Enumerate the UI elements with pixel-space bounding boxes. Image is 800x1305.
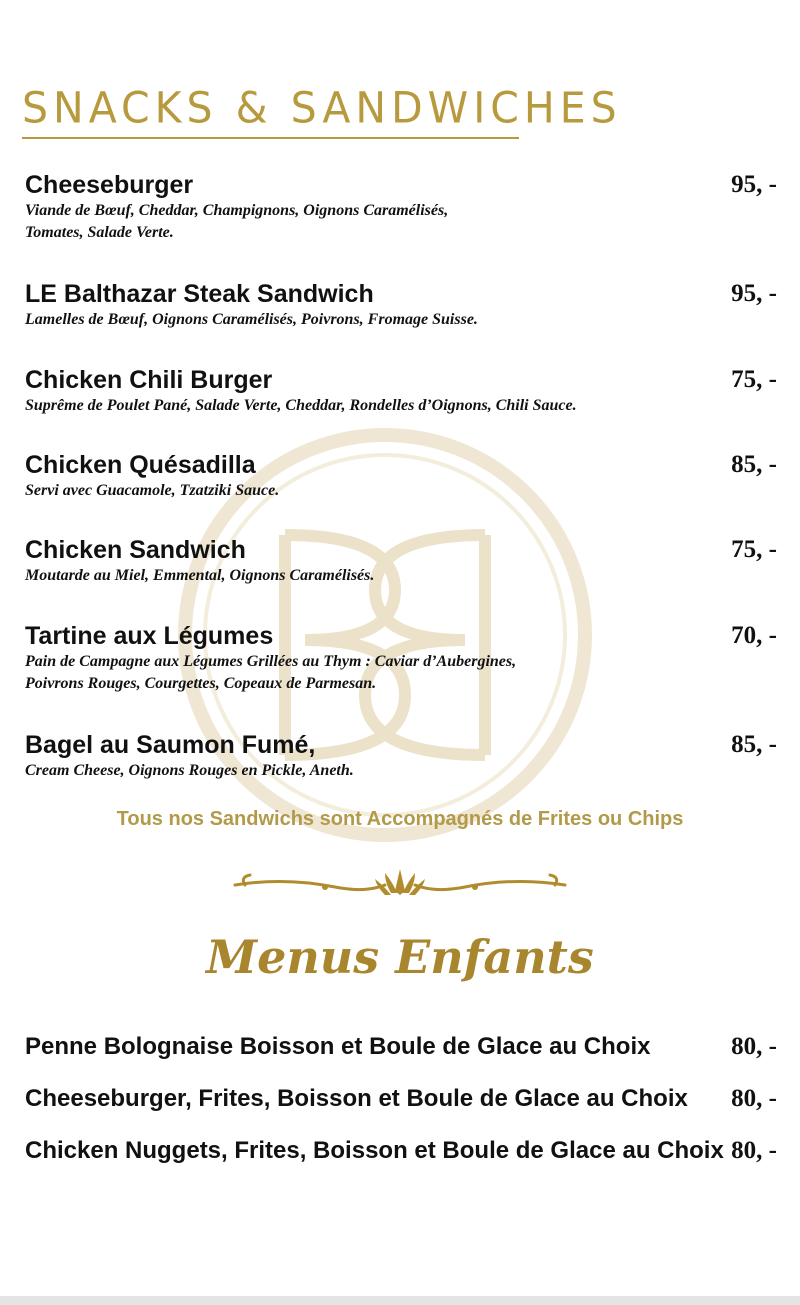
item-price: 70, - xyxy=(731,622,777,649)
item-description: Servi avec Guacamole, Tzatziki Sauce. xyxy=(25,482,280,499)
menu-item xyxy=(25,535,777,587)
bottom-edge xyxy=(0,1296,800,1305)
menu-item xyxy=(25,365,777,417)
item-price: 85, - xyxy=(731,731,777,758)
item-description-line2: Poivrons Rouges, Courgettes, Copeaux de Parmesan. xyxy=(25,675,377,692)
item-name: LE Balthazar Steak Sandwich xyxy=(25,280,374,308)
kids-menu-item xyxy=(25,1082,777,1116)
item-name: Chicken Sandwich xyxy=(25,536,246,564)
item-price: 95, - xyxy=(731,280,777,307)
item-price: 75, - xyxy=(731,536,777,563)
item-name: Chicken Chili Burger xyxy=(25,366,273,394)
kids-menu-item xyxy=(25,1030,777,1064)
menu-item xyxy=(25,279,777,331)
flourish-ornament xyxy=(225,865,575,905)
menu-item xyxy=(25,170,777,244)
item-price: 95, - xyxy=(731,171,777,198)
kids-item-price: 80, - xyxy=(731,1085,777,1112)
item-description: Pain de Campagne aux Légumes Grillées au Thym : Caviar d’Aubergines, xyxy=(25,653,517,670)
menu-item xyxy=(25,621,777,695)
item-description-line2: Tomates, Salade Verte. xyxy=(25,224,174,241)
item-description: Cream Cheese, Oignons Rouges en Pickle, Aneth. xyxy=(25,762,354,779)
kids-item-name: Cheeseburger, Frites, Boisson et Boule de Glace au Choix xyxy=(25,1085,688,1112)
item-price: 85, - xyxy=(731,451,777,478)
item-description: Lamelles de Bœuf, Oignons Caramélisés, Poivrons, Fromage Suisse. xyxy=(25,311,478,328)
item-description: Suprême de Poulet Pané, Salade Verte, Cheddar, Rondelles d’Oignons, Chili Sauce. xyxy=(25,397,577,414)
section-title: SNACKS & SANDWICHES xyxy=(22,82,622,134)
item-name: Bagel au Saumon Fumé, xyxy=(25,731,316,759)
item-description: Viande de Bœuf, Cheddar, Champignons, Oignons Caramélisés, xyxy=(25,202,449,219)
item-price: 75, - xyxy=(731,366,777,393)
kids-menu-title: Menus Enfants xyxy=(206,930,594,984)
kids-item-price: 80, - xyxy=(731,1033,777,1060)
menu-item xyxy=(25,450,777,502)
item-name: Cheeseburger xyxy=(25,171,194,199)
menu-item xyxy=(25,730,777,782)
kids-item-name: Penne Bolognaise Boisson et Boule de Glace au Choix xyxy=(25,1033,651,1060)
sandwich-note: Tous nos Sandwichs sont Accompagnés de Frites ou Chips xyxy=(116,808,684,830)
kids-item-price: 80, - xyxy=(731,1137,777,1164)
kids-item-name: Chicken Nuggets, Frites, Boisson et Boule de Glace au Choix xyxy=(25,1137,724,1164)
item-name: Chicken Quésadilla xyxy=(25,451,256,479)
item-description: Moutarde au Miel, Emmental, Oignons Caramélisés. xyxy=(25,567,375,584)
kids-menu-item xyxy=(25,1134,777,1168)
item-name: Tartine aux Légumes xyxy=(25,622,274,650)
title-underline xyxy=(22,137,519,139)
